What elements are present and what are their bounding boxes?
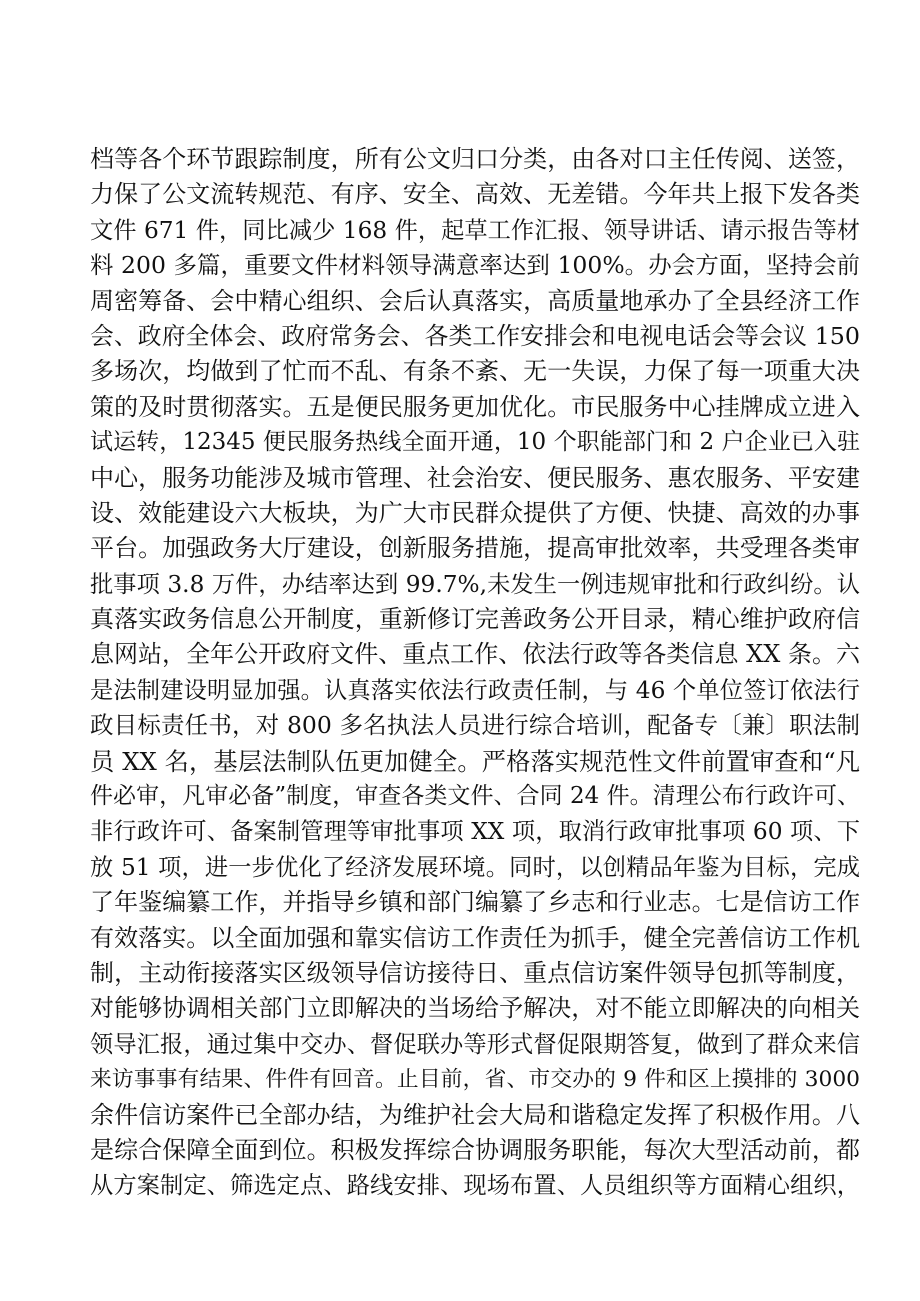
body-paragraph	[90, 142, 860, 1204]
text-line: 中心，服务功能涉及城市管理、社会治安、便民服务、惠农服务、平安建	[90, 463, 860, 492]
text-line: 是法制建设明显加强。认真落实依法行政责任制，与 46 个单位签订依法行	[90, 676, 860, 704]
text-line: 是综合保障全面到位。积极发挥综合协调服务职能，每次大型活动前，都	[90, 1135, 860, 1164]
text-line: 批事项 3.8 万件，办结率达到 99.7%,未发生一例违规审批和行政纠纷。认	[90, 570, 860, 598]
text-line: 料 200 多篇，重要文件材料领导满意率达到 100%。办会方面，坚持会前	[90, 251, 860, 280]
text-line: 多场次，均做到了忙而不乱、有条不紊、无一失误，力保了每一项重大决	[90, 357, 860, 386]
text-line: 件必审，凡审必备”制度，审查各类文件、合同 24 件。清理公布行政许可、	[90, 783, 860, 810]
text-line: 放 51 项，进一步优化了经济发展环境。同时，以创精品年鉴为目标，完成	[90, 853, 860, 881]
text-line: 了年鉴编纂工作，并指导乡镇和部门编纂了乡志和行业志。七是信访工作	[90, 888, 860, 917]
text-line: 会、政府全体会、政府常务会、各类工作安排会和电视电话会等会议 150	[90, 321, 860, 350]
text-line: 设、效能建设六大板块，为广大市民群众提供了方便、快捷、高效的办事	[90, 498, 860, 527]
text-line: 息网站，全年公开政府文件、重点工作、依法行政等各类信息 XX 条。六	[90, 640, 860, 669]
text-line: 力保了公文流转规范、有序、安全、高效、无差错。今年共上报下发各类	[90, 180, 860, 209]
text-line: 员 XX 名，基层法制队伍更加健全。严格落实规范性文件前置审查和“凡	[90, 746, 860, 776]
text-line: 领导汇报，通过集中交办、督促联办等形式督促限期答复，做到了群众来信	[90, 1030, 860, 1058]
text-line: 有效落实。以全面加强和靠实信访工作责任为抓手，健全完善信访工作机	[90, 923, 860, 952]
text-line: 政目标责任书，对 800 多名执法人员进行综合培训，配备专〔兼〕职法制	[90, 711, 860, 740]
text-line: 文件 671 件，同比减少 168 件，起草工作汇报、领导讲话、请示报告等材	[90, 216, 860, 244]
text-line: 真落实政务信息公开制度，重新修订完善政务公开目录，精心维护政府信	[90, 605, 860, 634]
text-line: 对能够协调相关部门立即解决的当场给予解决，对不能立即解决的向相关	[90, 994, 860, 1023]
text-line: 来访事事有结果、件件有回音。止目前，省、市交办的 9 件和区上摸排的 3000	[90, 1067, 860, 1093]
text-line: 非行政许可、备案制管理等审批事项 XX 项，取消行政审批事项 60 项、下	[90, 818, 860, 846]
text-line: 余件信访案件已全部办结，为维护社会大局和谐稳定发挥了积极作用。八	[90, 1100, 860, 1129]
text-line: 制，主动衔接落实区级领导信访接待日、重点信访案件领导包抓等制度，	[90, 958, 860, 987]
text-line: 平台。加强政务大厅建设，创新服务措施，提高审批效率，共受理各类审	[90, 534, 860, 563]
text-line: 周密筹备、会中精心组织、会后认真落实，高质量地承办了全县经济工作	[90, 286, 860, 315]
text-line: 从方案制定、筛选定点、路线安排、现场布置、人员组织等方面精心组织，	[90, 1172, 860, 1200]
text-line: 档等各个环节跟踪制度，所有公文归口分类，由各对口主任传阅、送签，	[90, 145, 860, 173]
text-line: 试运转，12345 便民服务热线全面开通，10 个职能部门和 2 户企业已入驻	[90, 429, 860, 456]
text-line: 策的及时贯彻落实。五是便民服务更加优化。市民服务中心挂牌成立进入	[90, 392, 860, 421]
